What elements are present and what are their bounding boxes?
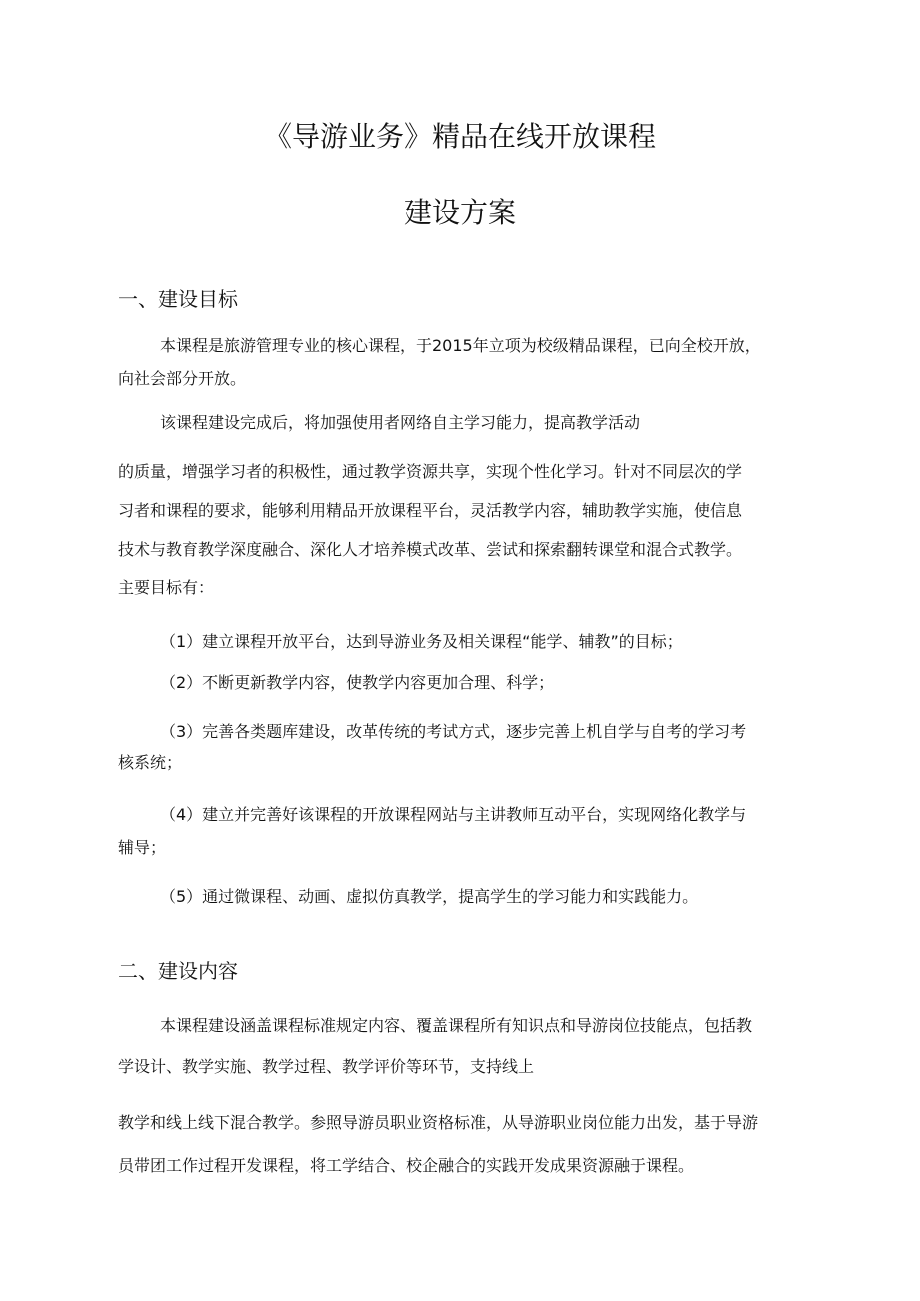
s1-para2-line5: 主要目标有：	[118, 578, 215, 597]
document-title-line1: 《导游业务》精品在线开放课程	[263, 120, 656, 153]
s1-para1-line1: 本课程是旅游管理专业的核心课程，于2015年立项为校级精品课程，已向全校开放，	[160, 336, 761, 355]
s2-para2-line2: 员带团工作过程开发课程，将工学结合、校企融合的实践开发成果资源融于课程。	[118, 1156, 695, 1175]
goal-item-4-line1: （4）建立并完善好该课程的开放课程网站与主讲教师互动平台，实现网络化教学与	[160, 805, 747, 824]
s1-para2-line3: 习者和课程的要求，能够利用精品开放课程平台，灵活教学内容，辅助教学实施，使信息	[118, 501, 743, 520]
section1-heading: 一、建设目标	[118, 287, 238, 311]
goal-item-1: （1）建立课程开放平台，达到导游业务及相关课程“能学、辅教”的目标；	[160, 632, 683, 651]
s2-para1-line1: 本课程建设涵盖课程标准规定内容、覆盖课程所有知识点和导游岗位技能点，包括教	[160, 1016, 753, 1035]
s1-para1-line2: 向社会部分开放。	[118, 369, 247, 388]
s2-para1-line2: 学设计、教学实施、教学过程、教学评价等环节，支持线上	[118, 1057, 535, 1076]
s1-para2-line2: 的质量，增强学习者的积极性，通过教学资源共享，实现个性化学习。针对不同层次的学	[118, 462, 743, 481]
goal-item-5: （5）通过微课程、动画、虚拟仿真教学，提高学生的学习能力和实践能力。	[160, 887, 699, 906]
s1-para2-line1: 该课程建设完成后，将加强使用者网络自主学习能力，提高教学活动	[160, 413, 641, 432]
document-title-line2: 建设方案	[403, 196, 516, 229]
goal-item-4-line2: 辅导；	[118, 838, 167, 857]
goal-item-2: （2）不断更新教学内容，使教学内容更加合理、科学；	[160, 673, 555, 692]
section2-heading: 二、建设内容	[118, 959, 238, 983]
s2-para2-line1: 教学和线上线下混合教学。参照导游员职业资格标准，从导游职业岗位能力出发，基于导游	[118, 1113, 759, 1132]
goal-item-3-line1: （3）完善各类题库建设，改革传统的考试方式，逐步完善上机自学与自考的学习考	[160, 722, 747, 741]
s1-para2-line4: 技术与教育教学深度融合、深化人才培养模式改革、尝试和探索翻转课堂和混合式教学。	[118, 540, 743, 559]
goal-item-3-line2: 核系统；	[118, 753, 183, 772]
